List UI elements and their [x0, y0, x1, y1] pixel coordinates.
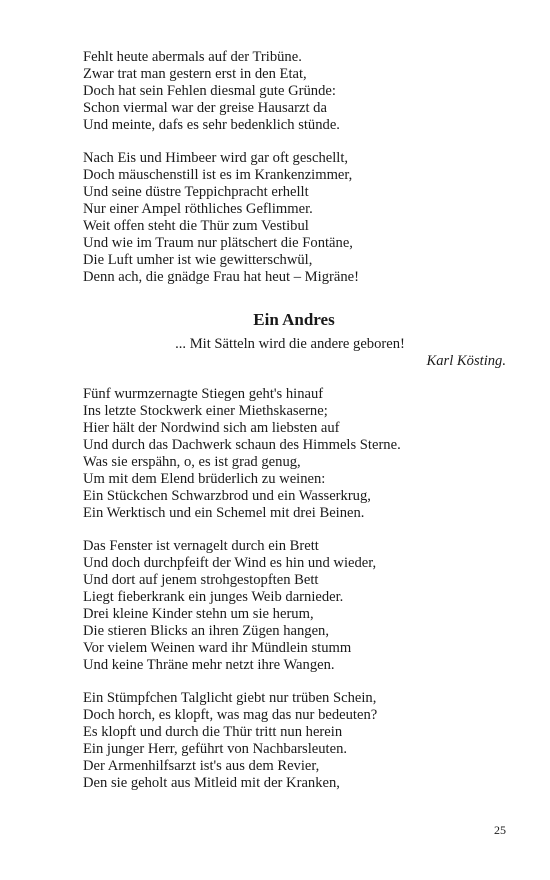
stanza: [83, 690, 377, 792]
stanza: [83, 386, 401, 522]
verse-line: Die Luft umher ist wie gewitterschwül,: [83, 252, 313, 268]
verse-line: Der Armenhilfsarzt ist's aus dem Revier,: [83, 758, 320, 774]
verse-line: Vor vielem Weinen ward ihr Mündlein stumm: [83, 640, 352, 656]
verse-line: Drei kleine Kinder stehn um sie herum,: [83, 606, 314, 622]
verse-line: Nur einer Ampel röthliches Geflimmer.: [83, 201, 313, 217]
verse-line: Doch horch, es klopft, was mag das nur bedeuten?: [83, 707, 378, 723]
verse-line: Nach Eis und Himbeer wird gar oft geschellt,: [83, 150, 349, 166]
verse-line: Und keine Thräne mehr netzt ihre Wangen.: [83, 657, 335, 673]
verse-line: Und wie im Traum nur plätschert die Fontäne,: [83, 235, 353, 251]
verse-line: Doch hat sein Fehlen diesmal gute Gründe:: [83, 83, 336, 99]
verse-line: Das Fenster ist vernagelt durch ein Brett: [83, 538, 319, 554]
verse-line: Und dort auf jenem strohgestopften Bett: [83, 572, 319, 588]
verse-line: Ein junger Herr, geführt von Nachbarsleuten.: [83, 741, 348, 757]
verse-line: Doch mäuschenstill ist es im Krankenzimmer,: [83, 167, 353, 183]
verse-line: Und durch das Dachwerk schaun des Himmels Sterne.: [83, 437, 401, 453]
verse-line: Schon viermal war der greise Hausarzt da: [83, 100, 327, 116]
page-number: 25: [494, 823, 506, 837]
verse-line: Weit offen steht die Thür zum Vestibul: [83, 218, 309, 234]
poem-title: Ein Andres: [253, 310, 335, 329]
verse-line: Und doch durchpfeift der Wind es hin und wieder,: [83, 555, 377, 571]
verse-line: Ein Werktisch und ein Schemel mit drei Beinen.: [83, 505, 365, 521]
verse-line: Was sie erspähn, o, es ist grad genug,: [83, 454, 301, 470]
verse-line: Fünf wurmzernagte Stiegen geht's hinauf: [83, 386, 324, 402]
verse-line: Den sie geholt aus Mitleid mit der Kranken,: [83, 775, 340, 791]
verse-line: Ins letzte Stockwerk einer Miethskaserne;: [83, 403, 328, 419]
verse-line: Um mit dem Elend brüderlich zu weinen:: [83, 471, 326, 487]
verse-line: Und meinte, dafs es sehr bedenklich stünde.: [83, 117, 340, 133]
verse-line: Denn ach, die gnädge Frau hat heut – Migräne!: [83, 269, 359, 285]
stanza: [83, 150, 359, 286]
epigraph-author: Karl Kösting.: [426, 353, 506, 369]
stanza: [83, 538, 376, 674]
verse-line: Zwar trat man gestern erst in den Etat,: [83, 66, 307, 82]
epigraph: ... Mit Sätteln wird die andere geboren!: [175, 336, 405, 352]
verse-line: Es klopft und durch die Thür tritt nun herein: [83, 724, 343, 740]
verse-line: Liegt fieberkrank ein junges Weib darnieder.: [83, 589, 344, 605]
verse-line: Hier hält der Nordwind sich am liebsten auf: [83, 420, 340, 436]
verse-line: Ein Stückchen Schwarzbrod und ein Wasserkrug,: [83, 488, 371, 504]
stanza: [83, 49, 340, 134]
verse-line: Die stieren Blicks an ihren Zügen hangen,: [83, 623, 329, 639]
verse-line: Fehlt heute abermals auf der Tribüne.: [83, 49, 302, 65]
verse-line: Ein Stümpfchen Talglicht giebt nur trüben Schein,: [83, 690, 377, 706]
verse-line: Und seine düstre Teppichpracht erhellt: [83, 184, 309, 200]
